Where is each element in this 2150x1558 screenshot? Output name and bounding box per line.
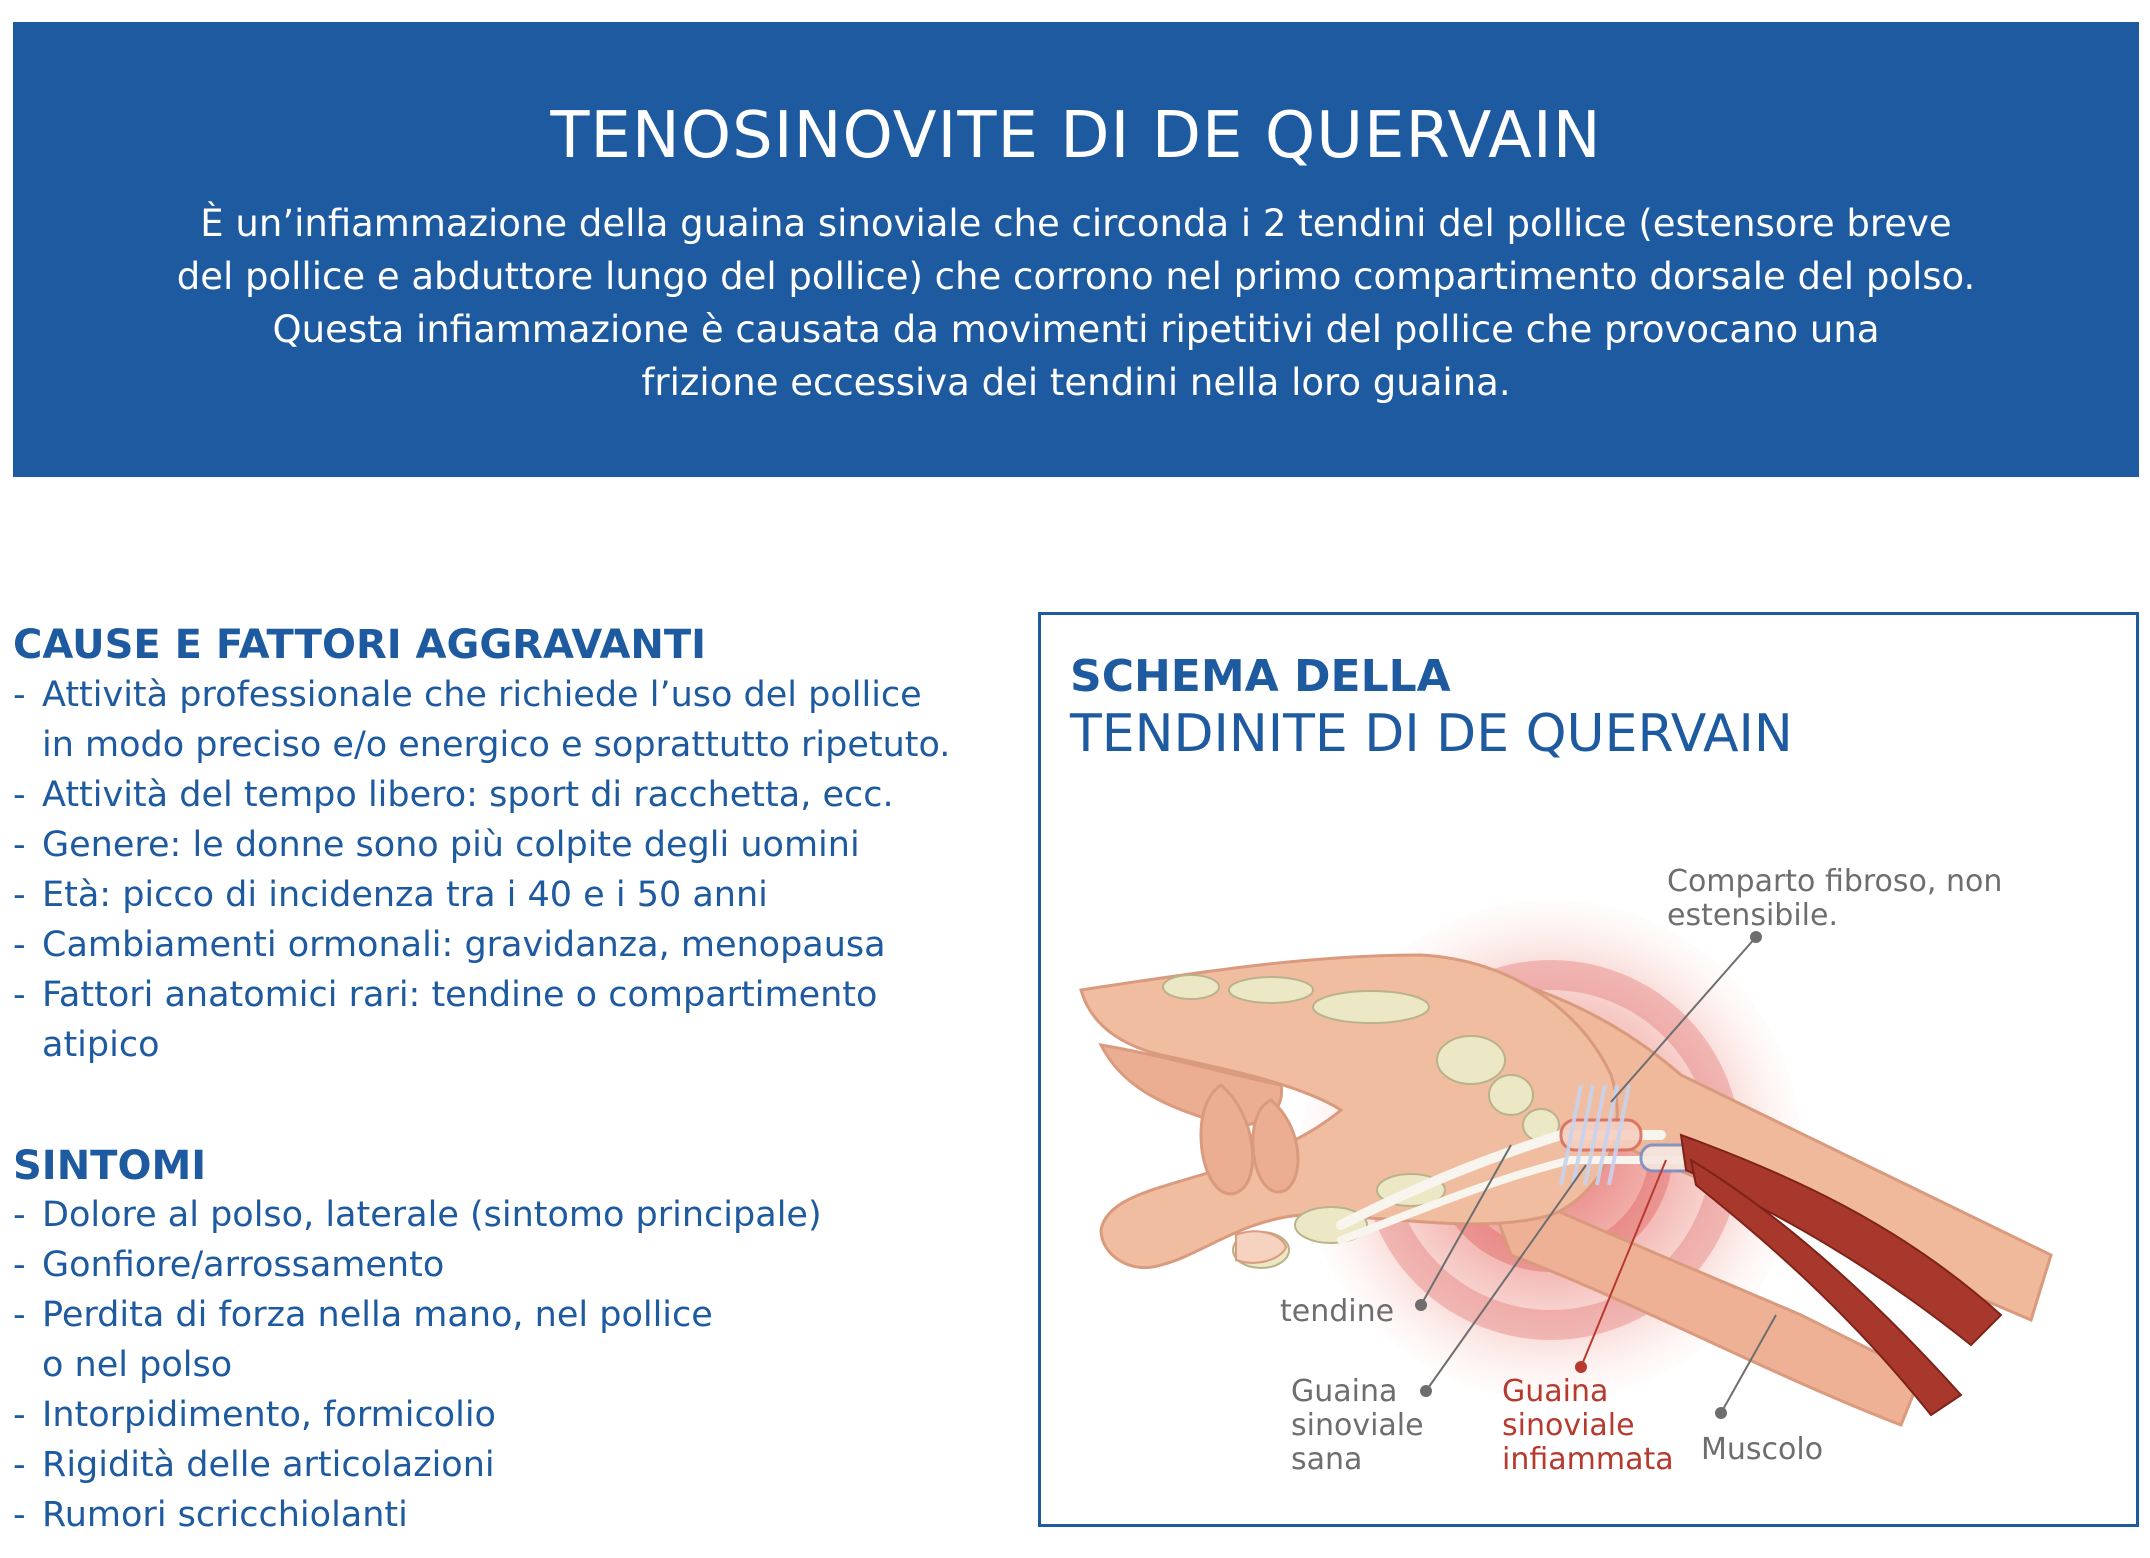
list-item-line: Genere: le donne sono più colpite degli uomini	[42, 825, 860, 865]
list-item	[13, 1440, 822, 1490]
list-item-line: Gonfiore/arrossamento	[42, 1245, 445, 1285]
list-item	[13, 870, 950, 920]
label-compartment	[1667, 865, 2002, 933]
label-muscle	[1701, 1433, 1823, 1467]
list-item	[13, 1290, 822, 1390]
label-inflamed-sheath	[1502, 1375, 1674, 1477]
schema-title: SCHEMA DELLA	[1070, 651, 1451, 702]
label-line: tendine	[1280, 1294, 1395, 1329]
list-item-line: Rigidità delle articolazioni	[42, 1445, 495, 1485]
description-line: frizione eccessiva dei tendini nella loro guaina.	[641, 361, 1511, 404]
list-item-line: Rumori scricchiolanti	[42, 1495, 408, 1535]
label-line: infiammata	[1502, 1442, 1674, 1477]
list-item	[13, 670, 950, 770]
list-item	[13, 1240, 822, 1290]
list-item	[13, 770, 950, 820]
list-item	[13, 1390, 822, 1440]
header-banner	[13, 22, 2139, 477]
label-tendon	[1280, 1295, 1394, 1329]
list-item	[13, 820, 950, 870]
list-item	[13, 1190, 822, 1240]
symptoms-title: SINTOMI	[13, 1143, 207, 1189]
list-item-line: Cambiamenti ormonali: gravidanza, menopausa	[42, 925, 886, 965]
header-description	[13, 197, 2139, 409]
list-item	[13, 1490, 822, 1540]
label-line: Guaina	[1502, 1374, 1609, 1409]
schema-box	[1038, 612, 2139, 1527]
list-item-line: Età: picco di incidenza tra i 40 e i 50 anni	[42, 875, 768, 915]
label-line: sana	[1291, 1442, 1363, 1477]
label-line: Comparto fibroso, non	[1667, 864, 2003, 899]
label-healthy-sheath	[1291, 1375, 1424, 1477]
description-line: del pollice e abduttore lungo del pollice) che corrono nel primo compartimento dorsale del polso.	[176, 255, 1976, 298]
causes-title: CAUSE E FATTORI AGGRAVANTI	[13, 622, 707, 668]
label-line: Guaina	[1291, 1374, 1398, 1409]
causes-list	[13, 670, 950, 1070]
list-item-line: Attività del tempo libero: sport di racchetta, ecc.	[42, 775, 894, 815]
list-item	[13, 920, 950, 970]
description-line: È un’infiammazione della guaina sinoviale che circonda i 2 tendini del pollice (estensore breve	[200, 202, 1952, 245]
label-line: Muscolo	[1701, 1432, 1824, 1467]
label-line: sinoviale	[1502, 1408, 1635, 1443]
description-line: Questa infiammazione è causata da movimenti ripetitivi del pollice che provocano una	[272, 308, 1880, 351]
list-item-line: o nel polso	[42, 1345, 233, 1385]
list-item-line: Perdita di forza nella mano, nel pollice	[42, 1295, 713, 1335]
list-item-line: Dolore al polso, laterale (sintomo principale)	[42, 1195, 822, 1235]
schema-subtitle: TENDINITE DI DE QUERVAIN	[1070, 704, 1793, 764]
list-item-line: atipico	[42, 1025, 160, 1065]
label-line: estensibile.	[1667, 898, 1838, 933]
list-item-line: Fattori anatomici rari: tendine o compartimento	[42, 975, 878, 1015]
list-item-line: in modo preciso e/o energico e soprattutto ripetuto.	[42, 725, 951, 765]
list-item	[13, 970, 950, 1070]
page-title: TENOSINOVITE DI DE QUERVAIN	[550, 99, 1602, 173]
list-item-line: Attività professionale che richiede l’uso del pollice	[42, 675, 922, 715]
label-line: sinoviale	[1291, 1408, 1424, 1443]
fingers	[1253, 1100, 1298, 1192]
symptoms-list	[13, 1190, 822, 1540]
list-item-line: Intorpidimento, formicolio	[42, 1395, 496, 1435]
